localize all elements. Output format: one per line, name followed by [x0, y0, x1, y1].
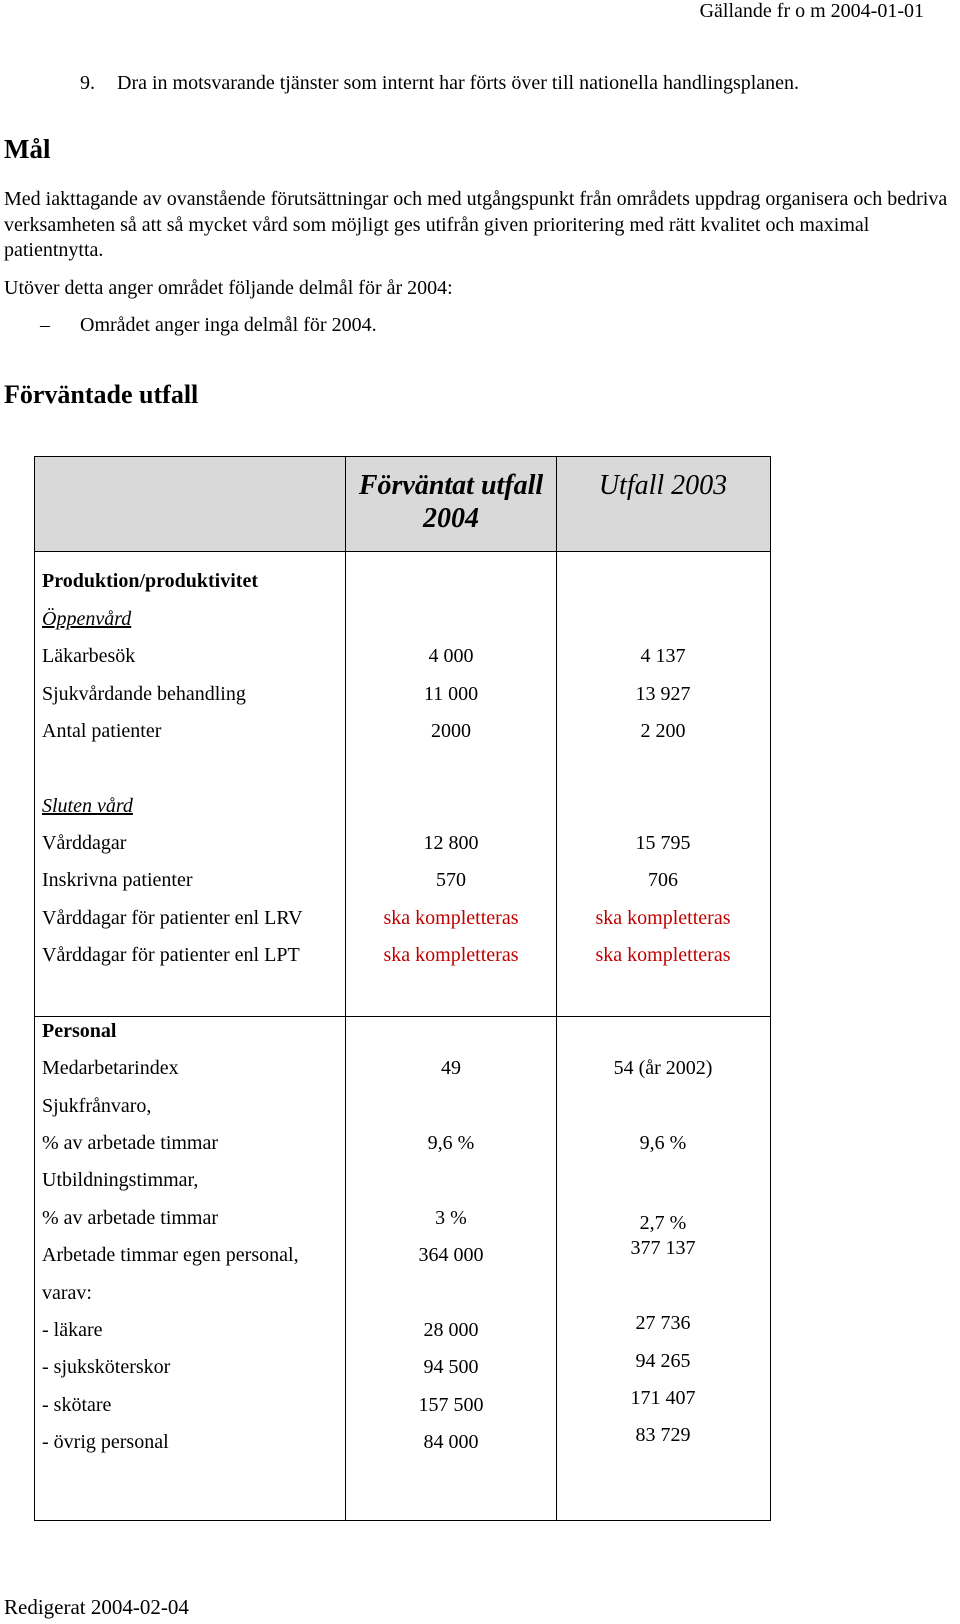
table-cell-2004: 2000 [431, 720, 471, 742]
list-item-number: 9. [80, 72, 95, 94]
section-sluten-subtitle: Sluten vård [42, 795, 133, 817]
col-header-utfall-2003: Utfall 2003 [598, 470, 728, 501]
table-cell-2003: 27 736 [635, 1312, 691, 1334]
table-cell-2003: 9,6 % [639, 1132, 687, 1154]
table-row-divider [35, 1016, 770, 1017]
section-title-mal: Mål [4, 134, 51, 164]
table-row-label: Läkarbesök [42, 645, 136, 667]
table-cell-2004: 570 [436, 869, 466, 891]
table-cell-2003: 15 795 [635, 832, 691, 854]
table-cell-2003-pending: ska kompletteras [595, 907, 731, 929]
table-cell-2003: 2,7 % [639, 1212, 687, 1234]
footer-edited-date: Redigerat 2004-02-04 [4, 1595, 189, 1619]
section-title-utfall: Förväntade utfall [4, 380, 199, 409]
table-row-label: Sjukfrånvaro, [42, 1095, 152, 1117]
table-cell-2003-pending: ska kompletteras [595, 944, 731, 966]
table-row-label: Medarbetarindex [42, 1057, 179, 1079]
section-produktion-title: Produktion/produktivitet [42, 570, 258, 592]
bullet-text: Området anger inga delmål för 2004. [80, 314, 377, 336]
table-cell-2004: 364 000 [418, 1244, 484, 1266]
table-row-label: Utbildningstimmar, [42, 1169, 199, 1191]
outcome-table [34, 456, 771, 1521]
table-cell-2004: 28 000 [423, 1319, 479, 1341]
table-cell-2004: 11 000 [423, 683, 479, 705]
table-cell-2003: 13 927 [635, 683, 691, 705]
table-row-label: - sjuksköterskor [42, 1356, 171, 1378]
table-cell-2003: 2 200 [640, 720, 686, 742]
table-cell-2004-pending: ska kompletteras [383, 907, 519, 929]
table-cell-2003: 54 (år 2002) [613, 1057, 713, 1079]
table-cell-2004: 84 000 [423, 1431, 479, 1453]
table-cell-2003: 171 407 [630, 1387, 696, 1409]
table-cell-2004: 94 500 [423, 1356, 479, 1378]
table-cell-2004: 9,6 % [427, 1132, 475, 1154]
table-row-label: Vårddagar [42, 832, 127, 854]
table-row-label: varav: [42, 1282, 92, 1304]
table-cell-2003: 4 137 [640, 645, 686, 667]
table-row-label: Arbetade timmar egen personal, [42, 1244, 299, 1266]
table-cell-2004: 157 500 [418, 1394, 484, 1416]
table-cell-2004: 49 [441, 1057, 461, 1079]
table-row-label: % av arbetade timmar [42, 1132, 219, 1154]
table-cell-2003: 94 265 [635, 1350, 691, 1372]
table-cell-2003: 83 729 [635, 1424, 691, 1446]
table-cell-2004: 12 800 [423, 832, 479, 854]
table-cell-2003: 706 [648, 869, 678, 891]
dash-bullet: – [40, 314, 50, 336]
table-row-label: % av arbetade timmar [42, 1207, 219, 1229]
table-row-label: - läkare [42, 1319, 103, 1341]
table-cell-2004: 3 % [435, 1207, 467, 1229]
table-row-label: Sjukvårdande behandling [42, 683, 246, 705]
table-cell-2004-pending: ska kompletteras [383, 944, 519, 966]
header-date: Gällande fr o m 2004-01-01 [699, 0, 924, 22]
mal-paragraph-2: Utöver detta anger området följande delmål för år 2004: [4, 277, 453, 299]
list-item-text: Dra in motsvarande tjänster som internt har förts över till nationella handlingsplanen. [117, 72, 800, 94]
table-row-label: Vårddagar för patienter enl LRV [42, 907, 303, 929]
table-cell-2003: 377 137 [630, 1237, 696, 1259]
table-row-label: - övrig personal [42, 1431, 169, 1453]
mal-paragraph: Med iakttagande av ovanstående förutsättningar och med utgångspunkt från områdets uppdrag organisera och bedriva verksamheten så att så mycket vård som möjligt ges utifrån given prioritering med rätt kvalitet och maximal patientnytta. [4, 188, 948, 261]
table-row-label: Antal patienter [42, 720, 162, 742]
section-personal-title: Personal [42, 1020, 117, 1042]
section-oppenvard-subtitle: Öppenvård [42, 608, 132, 630]
col-header-forvantat: Förväntat utfall 2004 [358, 470, 544, 534]
table-row-label: Inskrivna patienter [42, 869, 193, 891]
table-row-label: Vårddagar för patienter enl LPT [42, 944, 300, 966]
table-cell-2004: 4 000 [428, 645, 474, 667]
table-row-label: - skötare [42, 1394, 112, 1416]
